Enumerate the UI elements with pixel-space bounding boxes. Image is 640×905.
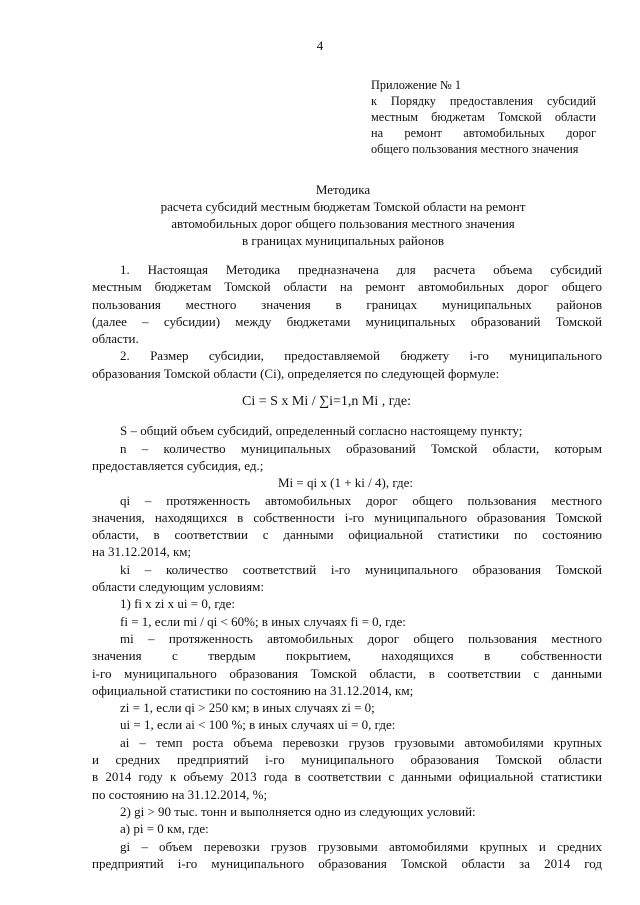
text-line: qi – протяженность автомобильных дорог общего пользования местного (120, 492, 602, 508)
text-line: по состоянию на 31.12.2014, %; (92, 786, 268, 802)
text-line: zi = 1, если qi > 250 км; в иных случаях zi = 0; (120, 700, 375, 716)
text-line: ki – количество соответствий i-го муниципального образования Томской (120, 561, 602, 577)
text-line: 2. Размер субсидии, предоставляемой бюджету i-го муниципального (120, 348, 602, 364)
text-line: i-го муниципального образования Томской области, в соответствии с данными (92, 665, 602, 681)
appendix-line: к Порядку предоставления субсидий (371, 94, 596, 108)
title-line: Методика (315, 182, 371, 197)
text-line: образования Томской области (Ci), определяется по следующей формуле: (92, 365, 500, 381)
document-body (92, 261, 602, 872)
text-line: gi – объем перевозки грузов грузовыми автомобилями крупных и средних (120, 838, 602, 854)
appendix-line: Приложение № 1 (371, 78, 462, 92)
formula-mi: Mi = qi x (1 + ki / 4), где: (278, 475, 414, 491)
text-line: в 2014 году к объему 2013 года в соответствии с данными официальной статистики (92, 769, 602, 785)
text-line: местным бюджетам Томской области на ремонт автомобильных дорог общего (92, 279, 602, 295)
text-line: официальной статистики по состоянию на 31.12.2014, км; (92, 682, 414, 698)
text-line: fi = 1, если mi / qi < 60%; в иных случаях fi = 0, где: (120, 613, 406, 629)
text-line: предприятий i-го муниципального образования Томской области за 2014 год (92, 855, 602, 871)
text-line: а) pi = 0 км, где: (120, 821, 209, 837)
text-line: (далее – субсидии) между бюджетами муниципальных образований Томской (92, 313, 602, 329)
text-line: ui = 1, если ai < 100 %; в иных случаях ui = 0, где: (120, 717, 396, 733)
text-line: пользования местного значения в границах муниципальных районов (92, 296, 602, 312)
title-line: расчета субсидий местным бюджетам Томской области на ремонт (160, 199, 526, 214)
text-line: области следующим условиям: (92, 579, 265, 595)
appendix-line: общего пользования местного значения (371, 142, 579, 156)
text-line: n – количество муниципальных образований Томской области, которым (120, 440, 602, 456)
text-line: значения, находящихся в собственности i-го муниципального образования Томской (92, 509, 602, 525)
appendix-line: местным бюджетам Томской области (371, 110, 596, 124)
text-line: 1. Настоящая Методика предназначена для расчета объема субсидий (120, 262, 602, 277)
page-number: 4 (316, 38, 324, 53)
text-line: и средних предприятий i-го муниципального образования Томской области (92, 752, 602, 768)
appendix-line: на ремонт автомобильных дорог (371, 126, 596, 140)
text-line: значения с твердым покрытием, находящихся в собственности (92, 648, 602, 664)
text-line: области, в соответствии с данными официальной статистики по состоянию (92, 527, 602, 543)
text-line: mi – протяженность автомобильных дорог общего пользования местного (120, 630, 602, 646)
text-line: предоставляется субсидия, ед.; (92, 457, 264, 473)
title-line: автомобильных дорог общего пользования местного значения (171, 216, 515, 231)
appendix-block (371, 77, 596, 157)
text-line: S – общий объем субсидий, определенный согласно настоящему пункту; (120, 423, 523, 439)
text-line: 2) gi > 90 тыс. тонн и выполняется одно из следующих условий: (120, 803, 476, 819)
text-line: области. (92, 331, 139, 347)
title-line: в границах муниципальных районов (242, 233, 444, 248)
text-line: на 31.12.2014, км; (92, 544, 192, 560)
text-line: 1) fi x zi x ui = 0, где: (120, 596, 236, 612)
document-title (100, 181, 586, 249)
text-line: ai – темп роста объема перевозки грузов грузовыми автомобилями крупных (120, 734, 602, 750)
formula-ci: Ci = S x Mi / ∑i=1,n Mi , где: (242, 394, 412, 410)
